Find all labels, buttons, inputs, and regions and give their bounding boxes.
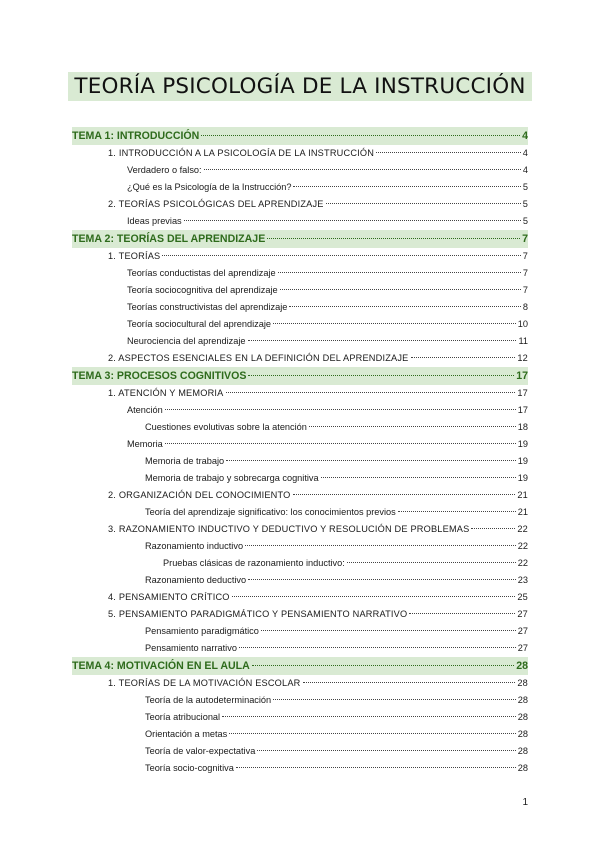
toc-entry[interactable] [72,589,528,606]
toc-entry[interactable] [72,299,528,316]
toc-entry-label: 1. ATENCIÓN Y MEMORIA [108,388,224,398]
toc-entry[interactable] [72,436,528,453]
dot-leader [248,339,517,341]
dot-leader [326,202,521,204]
toc-entry-page: 19 [517,456,528,466]
toc-entry-label: TEMA 4: MOTIVACIÓN EN EL AULA [72,660,250,672]
toc-entry-label: TEMA 3: PROCESOS COGNITIVOS [72,370,247,382]
toc-entry-label: Pensamiento paradigmático [145,626,259,636]
toc-entry[interactable] [72,385,528,402]
toc-entry-page: 22 [517,524,528,534]
toc-entry-label: 2. TEORÍAS PSICOLÓGICAS DEL APRENDIZAJE [108,199,324,209]
toc-entry-label: Pruebas clásicas de razonamiento inductivo: [163,558,345,568]
toc-entry-page: 22 [517,558,528,568]
dot-leader [273,322,516,324]
toc-entry[interactable] [72,487,528,504]
toc-entry[interactable] [72,692,528,709]
toc-entry-page: 7 [522,268,528,278]
toc-entry-page: 28 [517,763,528,773]
document-title: TEORÍA PSICOLOGÍA DE LA INSTRUCCIÓN [68,72,531,101]
toc-chapter-heading[interactable] [72,657,528,675]
dot-leader [471,527,515,529]
dot-leader [222,715,516,717]
toc-entry[interactable] [72,470,528,487]
dot-leader [232,595,516,597]
toc-entry-page: 28 [517,746,528,756]
toc-entry-page: 19 [517,473,528,483]
dot-leader [376,151,521,153]
toc-entry-label: Memoria de trabajo [145,456,225,466]
toc-entry[interactable] [72,162,528,179]
dot-leader [289,305,521,307]
toc-entry[interactable] [72,726,528,743]
toc-entry-label: ¿Qué es la Psicología de la Instrucción? [127,182,292,192]
toc-entry-label: Cuestiones evolutivas sobre la atención [145,422,307,432]
dot-leader [411,356,516,358]
dot-leader [248,374,514,376]
toc-entry-label: Razonamiento inductivo [145,541,244,551]
toc-entry[interactable] [72,179,528,196]
toc-entry[interactable] [72,402,528,419]
toc-entry-label: TEMA 2: TEORÍAS DEL APRENDIZAJE [72,233,266,245]
dot-leader [273,698,516,700]
toc-entry-page: 25 [517,592,528,602]
toc-entry-page: 23 [517,575,528,585]
toc-entry-page: 17 [517,405,528,415]
toc-entry-page: 8 [522,302,528,312]
dot-leader [252,664,514,666]
toc-entry[interactable] [72,504,528,521]
dot-leader [226,459,516,461]
toc-entry-label: Teoría del aprendizaje significativo: los conocimientos previos [145,507,396,517]
toc-entry[interactable] [72,213,528,230]
toc-entry-label: 3. RAZONAMIENTO INDUCTIVO Y DEDUCTIVO Y RESOLUCIÓN DE PROBLEMAS [108,524,470,534]
toc-entry-page: 4 [522,130,528,142]
toc-entry-label: Teorías conductistas del aprendizaje [127,268,276,278]
toc-entry-page: 11 [518,336,528,346]
toc-entry[interactable] [72,265,528,282]
toc-entry-page: 17 [516,370,528,382]
toc-entry-label: Atención [127,405,163,415]
dot-leader [165,442,516,444]
dot-leader [293,493,516,495]
toc-entry[interactable] [72,248,528,265]
toc-entry-label: 4. PENSAMIENTO CRÍTICO [108,592,230,602]
toc-entry-label: Teoría de valor-expectativa [145,746,256,756]
dot-leader [229,732,516,734]
toc-entry-page: 7 [522,251,528,261]
dot-leader [398,510,516,512]
toc-entry[interactable] [72,760,528,777]
toc-entry-page: 27 [517,609,528,619]
dot-leader [321,476,516,478]
toc-entry-page: 21 [517,507,528,517]
toc-entry-page: 28 [517,695,528,705]
dot-leader [257,749,515,751]
toc-entry[interactable] [72,196,528,213]
toc-entry-label: Teoría de la autodeterminación [145,695,272,705]
toc-entry[interactable] [72,453,528,470]
dot-leader [347,561,516,563]
toc-entry[interactable] [72,419,528,436]
toc-entry-label: Memoria de trabajo y sobrecarga cognitiva [145,473,319,483]
toc-entry-page: 17 [517,388,528,398]
toc-entry-label: Orientación a metas [145,729,228,739]
toc-entry[interactable] [72,606,528,623]
title-block [0,72,600,101]
dot-leader [245,544,516,546]
toc-entry-label: Teoría sociocultural del aprendizaje [127,319,272,329]
toc-entry-label: 1. TEORÍAS [108,251,161,261]
toc-entry-page: 21 [517,490,528,500]
dot-leader [267,237,520,239]
toc-entry-label: Ideas previas [127,216,182,226]
toc-entry-page: 4 [522,165,528,175]
toc-entry-page: 5 [522,182,528,192]
dot-leader [239,646,516,648]
dot-leader [184,219,521,221]
dot-leader [280,288,521,290]
dot-leader [293,185,520,187]
dot-leader [201,134,520,136]
toc-entry-page: 7 [522,285,528,295]
toc-entry-label: Pensamiento narrativo [145,643,237,653]
dot-leader [162,254,520,256]
toc-entry-label: 2. ASPECTOS ESENCIALES EN LA DEFINICIÓN DEL APRENDIZAJE [108,353,409,363]
toc-entry-label: Neurociencia del aprendizaje [127,336,246,346]
dot-leader [303,681,516,683]
dot-leader [278,271,521,273]
toc-entry[interactable] [72,555,528,572]
toc-entry[interactable] [72,640,528,657]
toc-entry[interactable] [72,623,528,640]
toc-chapter-heading[interactable] [72,367,528,385]
toc-entry-label: Verdadero o falso: [127,165,202,175]
toc-entry-label: Teorías constructivistas del aprendizaje [127,302,288,312]
toc-entry-page: 5 [522,216,528,226]
toc-entry[interactable] [72,572,528,589]
toc-entry[interactable] [72,743,528,760]
dot-leader [309,425,516,427]
toc-entry-page: 28 [517,729,528,739]
toc-entry-page: 18 [517,422,528,432]
dot-leader [226,391,516,393]
toc-entry-label: Teoría atribucional [145,712,221,722]
toc-entry-page: 22 [517,541,528,551]
toc-chapter-heading[interactable] [72,230,528,248]
dot-leader [165,408,516,410]
toc-entry-label: 1. TEORÍAS DE LA MOTIVACIÓN ESCOLAR [108,678,301,688]
toc-entry-label: Memoria [127,439,163,449]
toc-entry[interactable] [72,521,528,538]
toc-entry-page: 12 [517,353,528,363]
page-number: 1 [522,797,528,808]
dot-leader [236,766,516,768]
toc-entry[interactable] [72,709,528,726]
toc-entry-page: 28 [516,660,528,672]
toc-entry-page: 19 [517,439,528,449]
toc-entry[interactable] [72,316,528,333]
table-of-contents [72,127,528,777]
toc-chapter-heading[interactable] [72,127,528,145]
toc-entry-label: Razonamiento deductivo [145,575,247,585]
toc-entry-label: 1. INTRODUCCIÓN A LA PSICOLOGÍA DE LA INSTRUCCIÓN [108,148,375,158]
toc-entry[interactable] [72,350,528,367]
toc-entry-label: 5. PENSAMIENTO PARADIGMÁTICO Y PENSAMIENTO NARRATIVO [108,609,408,619]
toc-entry[interactable] [72,675,528,692]
toc-entry-page: 27 [517,643,528,653]
dot-leader [409,612,515,614]
toc-entry-page: 5 [522,199,528,209]
toc-entry[interactable] [72,282,528,299]
toc-entry[interactable] [72,333,528,350]
toc-entry[interactable] [72,145,528,162]
toc-entry-page: 28 [517,678,528,688]
toc-entry-page: 27 [517,626,528,636]
toc-entry-label: 2. ORGANIZACIÓN DEL CONOCIMIENTO [108,490,291,500]
toc-entry-page: 4 [522,148,528,158]
toc-entry-page: 7 [522,233,528,245]
toc-entry[interactable] [72,538,528,555]
toc-entry-label: Teoría socio-cognitiva [145,763,234,773]
toc-entry-label: Teoría sociocognitiva del aprendizaje [127,285,278,295]
dot-leader [204,168,521,170]
dot-leader [261,629,516,631]
toc-entry-page: 28 [517,712,528,722]
toc-entry-page: 10 [517,319,528,329]
dot-leader [248,578,516,580]
toc-entry-label: TEMA 1: INTRODUCCIÓN [72,130,200,142]
